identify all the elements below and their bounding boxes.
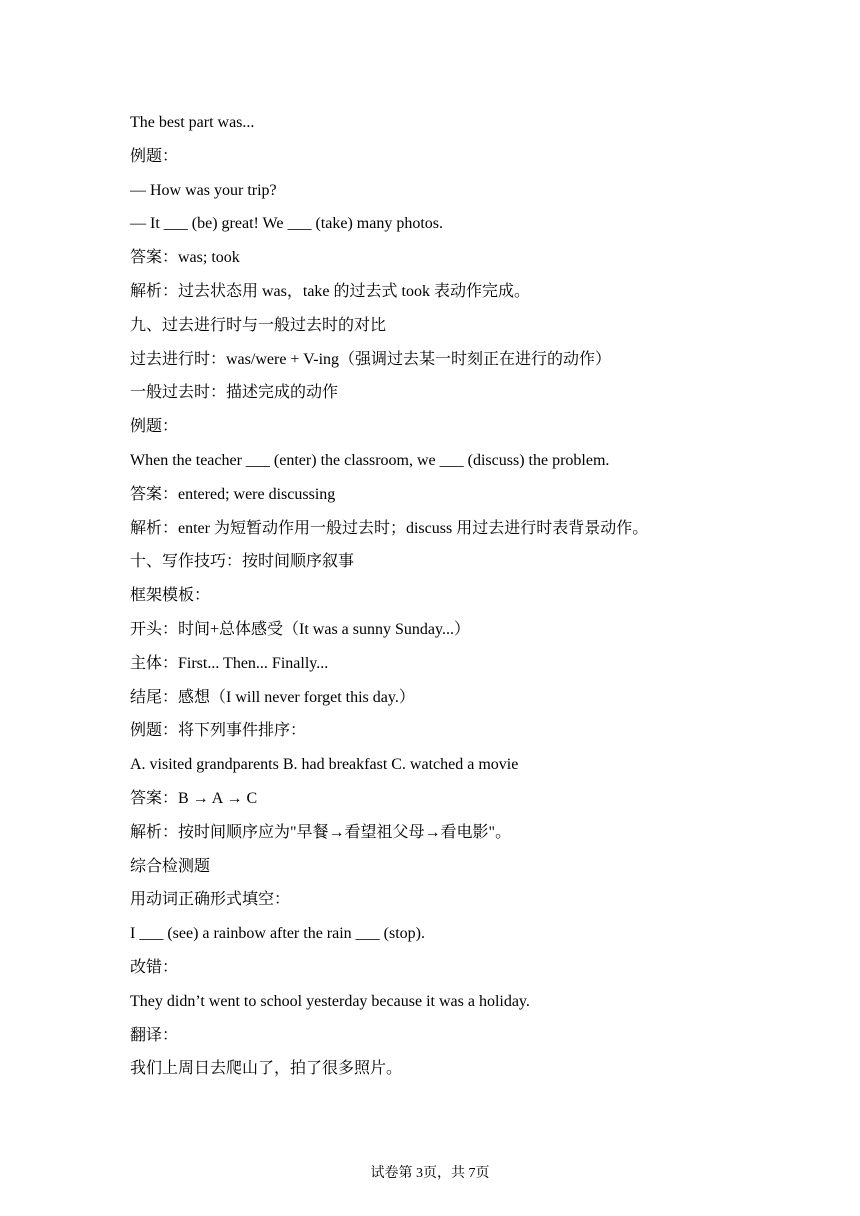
- text-line: 例题：将下列事件排序：: [130, 722, 307, 740]
- text-line: 翻译：: [130, 1026, 179, 1044]
- section-heading: 十、写作技巧：按时间顺序叙事: [130, 553, 355, 571]
- text-line: 开头：时间+总体感受（It was a sunny Sunday...）: [130, 620, 470, 638]
- text-line: 用动词正确形式填空：: [130, 891, 291, 909]
- text-line: 解析：按时间顺序应为"早餐→看望祖父母→看电影"。: [130, 823, 512, 841]
- text-line: 我们上周日去爬山了，拍了很多照片。: [130, 1060, 403, 1078]
- text-line: 答案：entered; were discussing: [130, 485, 336, 503]
- text-line: — How was your trip?: [130, 181, 277, 199]
- text-line: 答案：was; took: [130, 249, 240, 267]
- text-line: 例题：: [130, 418, 179, 436]
- text-line: 一般过去时：描述完成的动作: [130, 384, 339, 402]
- text-line: 改错：: [130, 958, 179, 976]
- page-footer: 试卷第 3页，共 7页: [370, 1166, 490, 1181]
- text-line: 答案：B → A → C: [130, 789, 258, 807]
- text-line: 例题：: [130, 147, 179, 165]
- text-line: 主体：First... Then... Finally...: [130, 654, 329, 672]
- text-line: A. visited grandparents B. had breakfast C. watched a movie: [130, 756, 519, 774]
- text-line: They didn’t went to school yesterday because it was a holiday.: [130, 992, 530, 1010]
- text-line: The best part was...: [130, 114, 255, 131]
- section-heading: 九、过去进行时与一般过去时的对比: [130, 316, 387, 334]
- text-line: 过去进行时：was/were + V-ing（强调过去某一时刻正在进行的动作）: [130, 350, 612, 368]
- text-line: 解析：enter 为短暂动作用一般过去时；discuss 用过去进行时表背景动作。: [130, 519, 649, 537]
- section-heading: 综合检测题: [130, 857, 211, 875]
- text-line: I ___ (see) a rainbow after the rain ___ (stop).: [130, 925, 425, 943]
- text-line: 结尾：感想（I will never forget this day.）: [130, 688, 415, 706]
- text-line: 解析：过去状态用 was，take 的过去式 took 表动作完成。: [130, 282, 530, 300]
- text-line: — It ___ (be) great! We ___ (take) many photos.: [130, 215, 443, 233]
- text-line: When the teacher ___ (enter) the classroom, we ___ (discuss) the problem.: [130, 451, 610, 469]
- page-content: [130, 106, 750, 1086]
- text-line: 框架模板：: [130, 587, 211, 605]
